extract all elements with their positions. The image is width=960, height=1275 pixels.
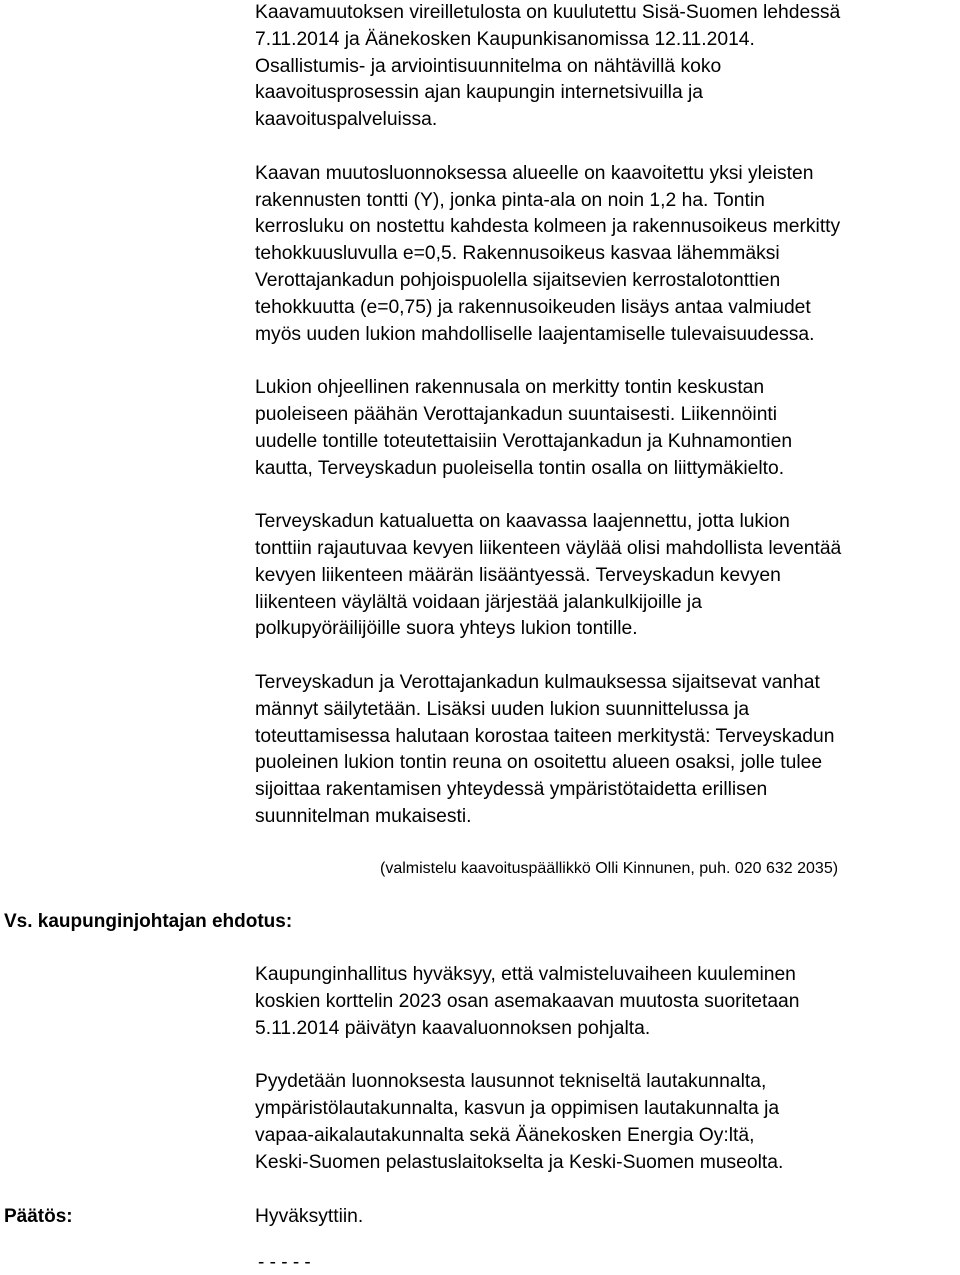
hearing-paragraph bbox=[255, 962, 960, 1042]
pine-trees-art-paragraph bbox=[255, 670, 960, 831]
text-line: myös uuden lukion mahdolliselle laajentamiselle tulevaisuudessa. bbox=[255, 323, 815, 345]
text-line: uudelle tontille toteutettaisiin Verottajankadun ja Kuhnamontien bbox=[255, 430, 793, 452]
text-line: liikenteen väylältä voidaan järjestää jalankulkijoille ja bbox=[255, 591, 702, 613]
text-line: sijoittaa rakentamisen yhteydessä ympäristötaidetta erillisen bbox=[255, 779, 768, 801]
decision-text: Hyväksyttiin. bbox=[255, 1206, 364, 1227]
statements-paragraph bbox=[255, 1069, 960, 1176]
text-line: puoleiseen päähän Verottajankadun suuntaisesti. Liikennöinti bbox=[255, 403, 778, 425]
text-line: tehokkuutta (e=0,75) ja rakennusoikeuden lisäys antaa valmiudet bbox=[255, 296, 811, 318]
text-line: koskien korttelin 2023 osan asemakaavan muutosta suoritetaan bbox=[255, 990, 800, 1012]
text-line: toteuttamisessa halutaan korostaa taiteen merkitystä: Terveyskadun bbox=[255, 725, 835, 747]
text-line: kaavoitusprosessin ajan kaupungin internetsivuilla ja bbox=[255, 82, 704, 104]
text-line: Lukion ohjeellinen rakennusala on merkitty tontin keskustan bbox=[255, 377, 765, 399]
text-line: puoleinen lukion tontin reuna on osoitettu alueen osaksi, jolle tulee bbox=[255, 752, 823, 774]
text-line: Verottajankadun pohjoispuolella sijaitsevien kerrostalotonttien bbox=[255, 269, 781, 291]
text-line: Kaavan muutosluonnoksessa alueelle on kaavoitettu yksi yleisten bbox=[255, 162, 814, 184]
text-line: Keski-Suomen pelastuslaitokselta ja Keski-Suomen museolta. bbox=[255, 1151, 784, 1173]
text-line: vapaa-aikalautakunnalta sekä Äänekosken Energia Oy:ltä, bbox=[255, 1124, 755, 1146]
text-line: kevyen liikenteen määrän lisääntyessä. Terveyskadun kevyen bbox=[255, 564, 781, 586]
text-line: rakennusten tontti (Y), jonka pinta-ala on noin 1,2 ha. Tontin bbox=[255, 189, 765, 211]
text-line: Terveyskadun katualuetta on kaavassa laajennettu, jotta lukion bbox=[255, 511, 790, 533]
text-line: suunnitelman mukaisesti. bbox=[255, 805, 472, 827]
text-line: Kaupunginhallitus hyväksyy, että valmisteluvaiheen kuuleminen bbox=[255, 964, 796, 985]
background-text bbox=[255, 0, 960, 831]
street-area-paragraph bbox=[255, 509, 960, 643]
announcement-paragraph bbox=[255, 0, 960, 134]
text-line: tonttiin rajautuvaa kevyen liikenteen väylää olisi mahdollista leventää bbox=[255, 537, 842, 559]
text-line: 5.11.2014 päivätyn kaavaluonnoksen pohjalta. bbox=[255, 1017, 651, 1039]
proposal-text bbox=[255, 962, 960, 1176]
text-line: Osallistumis- ja arviointisuunnitelma on nähtävillä koko bbox=[255, 55, 722, 77]
end-marker: - - - - - bbox=[258, 1252, 311, 1273]
plan-description-paragraph bbox=[255, 161, 960, 349]
text-line: Terveyskadun ja Verottajankadun kulmauksessa sijaitsevat vanhat bbox=[255, 671, 820, 693]
text-line: Kaavamuutoksen vireilletulosta on kuulutettu Sisä-Suomen lehdessä bbox=[255, 2, 841, 23]
proposal-label: Vs. kaupunginjohtajan ehdotus: bbox=[4, 911, 293, 932]
decision-label: Päätös: bbox=[4, 1206, 73, 1227]
text-line: 7.11.2014 ja Äänekosken Kaupunkisanomissa 12.11.2014. bbox=[255, 28, 755, 50]
text-line: polkupyöräilijöille suora yhteys lukion tontille. bbox=[255, 618, 638, 640]
text-line: kautta, Terveyskadun puoleisella tontin osalla on liittymäkielto. bbox=[255, 457, 785, 479]
building-area-paragraph bbox=[255, 375, 960, 482]
text-line: Pyydetään luonnoksesta lausunnot tekniseltä lautakunnalta, bbox=[255, 1071, 767, 1093]
text-line: männyt säilytetään. Lisäksi uuden lukion suunnittelussa ja bbox=[255, 698, 750, 720]
text-line: kerrosluku on nostettu kahdesta kolmeen ja rakennusoikeus merkitty bbox=[255, 216, 841, 238]
text-line: tehokkuusluvulla e=0,5. Rakennusoikeus kasvaa lähemmäksi bbox=[255, 243, 780, 265]
text-line: kaavoituspalveluissa. bbox=[255, 109, 438, 131]
text-line: ympäristölautakunnalta, kasvun ja oppimisen lautakunnalta ja bbox=[255, 1097, 780, 1119]
preparer-note: (valmistelu kaavoituspäällikkö Olli Kinnunen, puh. 020 632 2035) bbox=[380, 860, 839, 877]
